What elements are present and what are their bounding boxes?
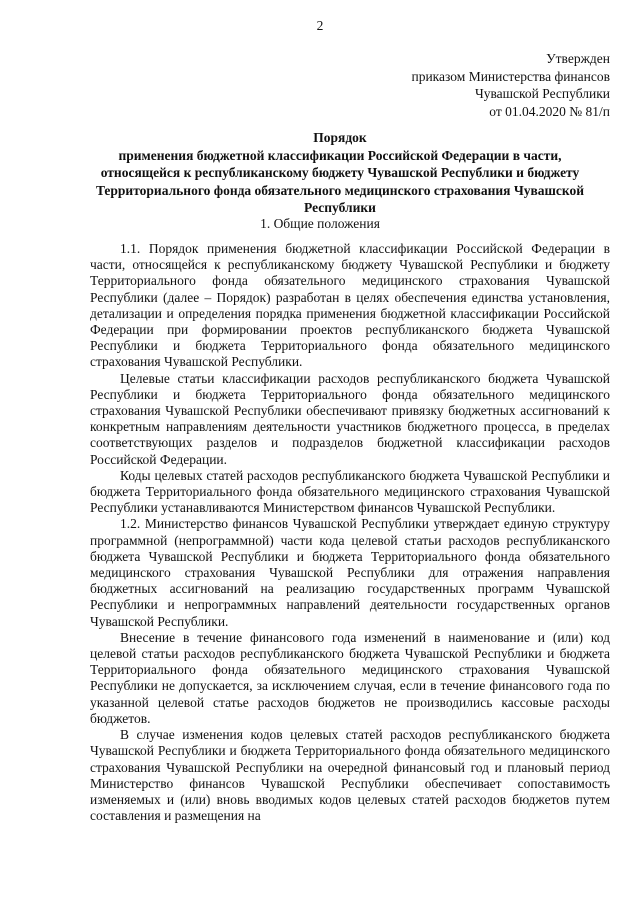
approval-line: Утвержден [546, 51, 610, 66]
paragraph: Коды целевых статей расходов республиканского бюджета Чувашской Республики и бюджета Территориального фонда обязательного медицинского страхования Чувашской Республики устанавливаются Министерством финансов Чувашской Республики. [90, 467, 610, 516]
title-line: Территориального фонда обязательного медицинского страхования Чувашской [95, 182, 585, 198]
title-line: Республики [304, 200, 376, 215]
paragraph: Внесение в течение финансового года изменений в наименование и (или) код целевой статьи расходов республиканского бюджета Чувашской Республики и бюджета Территориального фонда обязательного медицинского страхования Чувашской Республики не допускается, за исключением случая, если в течение финансового года по указанной целевой статье расходов бюджетов не производились кассовые расходы бюджетов. [90, 629, 610, 726]
page-number: 2 [316, 18, 324, 33]
section-heading: 1. Общие положения [260, 216, 380, 231]
document-body [90, 241, 610, 824]
paragraph: В случае изменения кодов целевых статей расходов республиканского бюджета Чувашской Республики и бюджета Территориального фонда обязательного медицинского страхования Чувашской Республики на очередной финансовый год и плановый период Министерство финансов Чувашской Республики обеспечивает сопоставимость изменяемых и (или) вновь вводимых кодов целевых статей расходов бюджетов путем составления и размещения на [90, 727, 610, 824]
paragraph: 1.1. Порядок применения бюджетной классификации Российской Федерации в части, относящейся к республиканскому бюджету Чувашской Республики и бюджету Территориального фонда обязательного медицинского страхования Чувашской Республики (далее – Порядок) разработан в целях обеспечения единства установления, детализации и определения порядка применения бюджетной классификации Российской Федерации при формировании проектов республиканского бюджета Чувашской Республики и бюджета Территориального фонда обязательного медицинского страхования Чувашской Республики. [90, 241, 610, 370]
title-line: Порядок [313, 130, 367, 145]
approval-line: Чувашской Республики [474, 86, 610, 101]
title-line: относящейся к республиканскому бюджету Чувашской Республики и бюджету [100, 165, 580, 180]
title-line: применения бюджетной классификации Российской Федерации в части, [118, 147, 562, 163]
paragraph: Целевые статьи классификации расходов республиканского бюджета Чувашской Республики и бюджета Территориального фонда обязательного медицинского страхования Чувашской Республики обеспечивают привязку бюджетных ассигнований к конкретным направлениям деятельности участников бюджетного процесса, в пределах соответствующих разделов и подразделов бюджетной классификации расходов Российской Федерации. [90, 370, 610, 467]
paragraph: 1.2. Министерство финансов Чувашской Республики утверждает единую структуру программной (непрограммной) части кода целевой статьи расходов республиканского бюджета Чувашской Республики и бюджета Территориального фонда обязательного медицинского страхования Чувашской Республики для отражения направления бюджетных ассигнований на реализацию государственных программ Чувашской Республики и непрограммных направлений деятельности государственных органов Чувашской Республики. [90, 516, 610, 629]
approval-stamp [411, 50, 610, 120]
document-title [70, 129, 610, 217]
approval-line: приказом Министерства финансов [411, 68, 610, 84]
approval-line: от 01.04.2020 № 81/п [489, 103, 610, 119]
